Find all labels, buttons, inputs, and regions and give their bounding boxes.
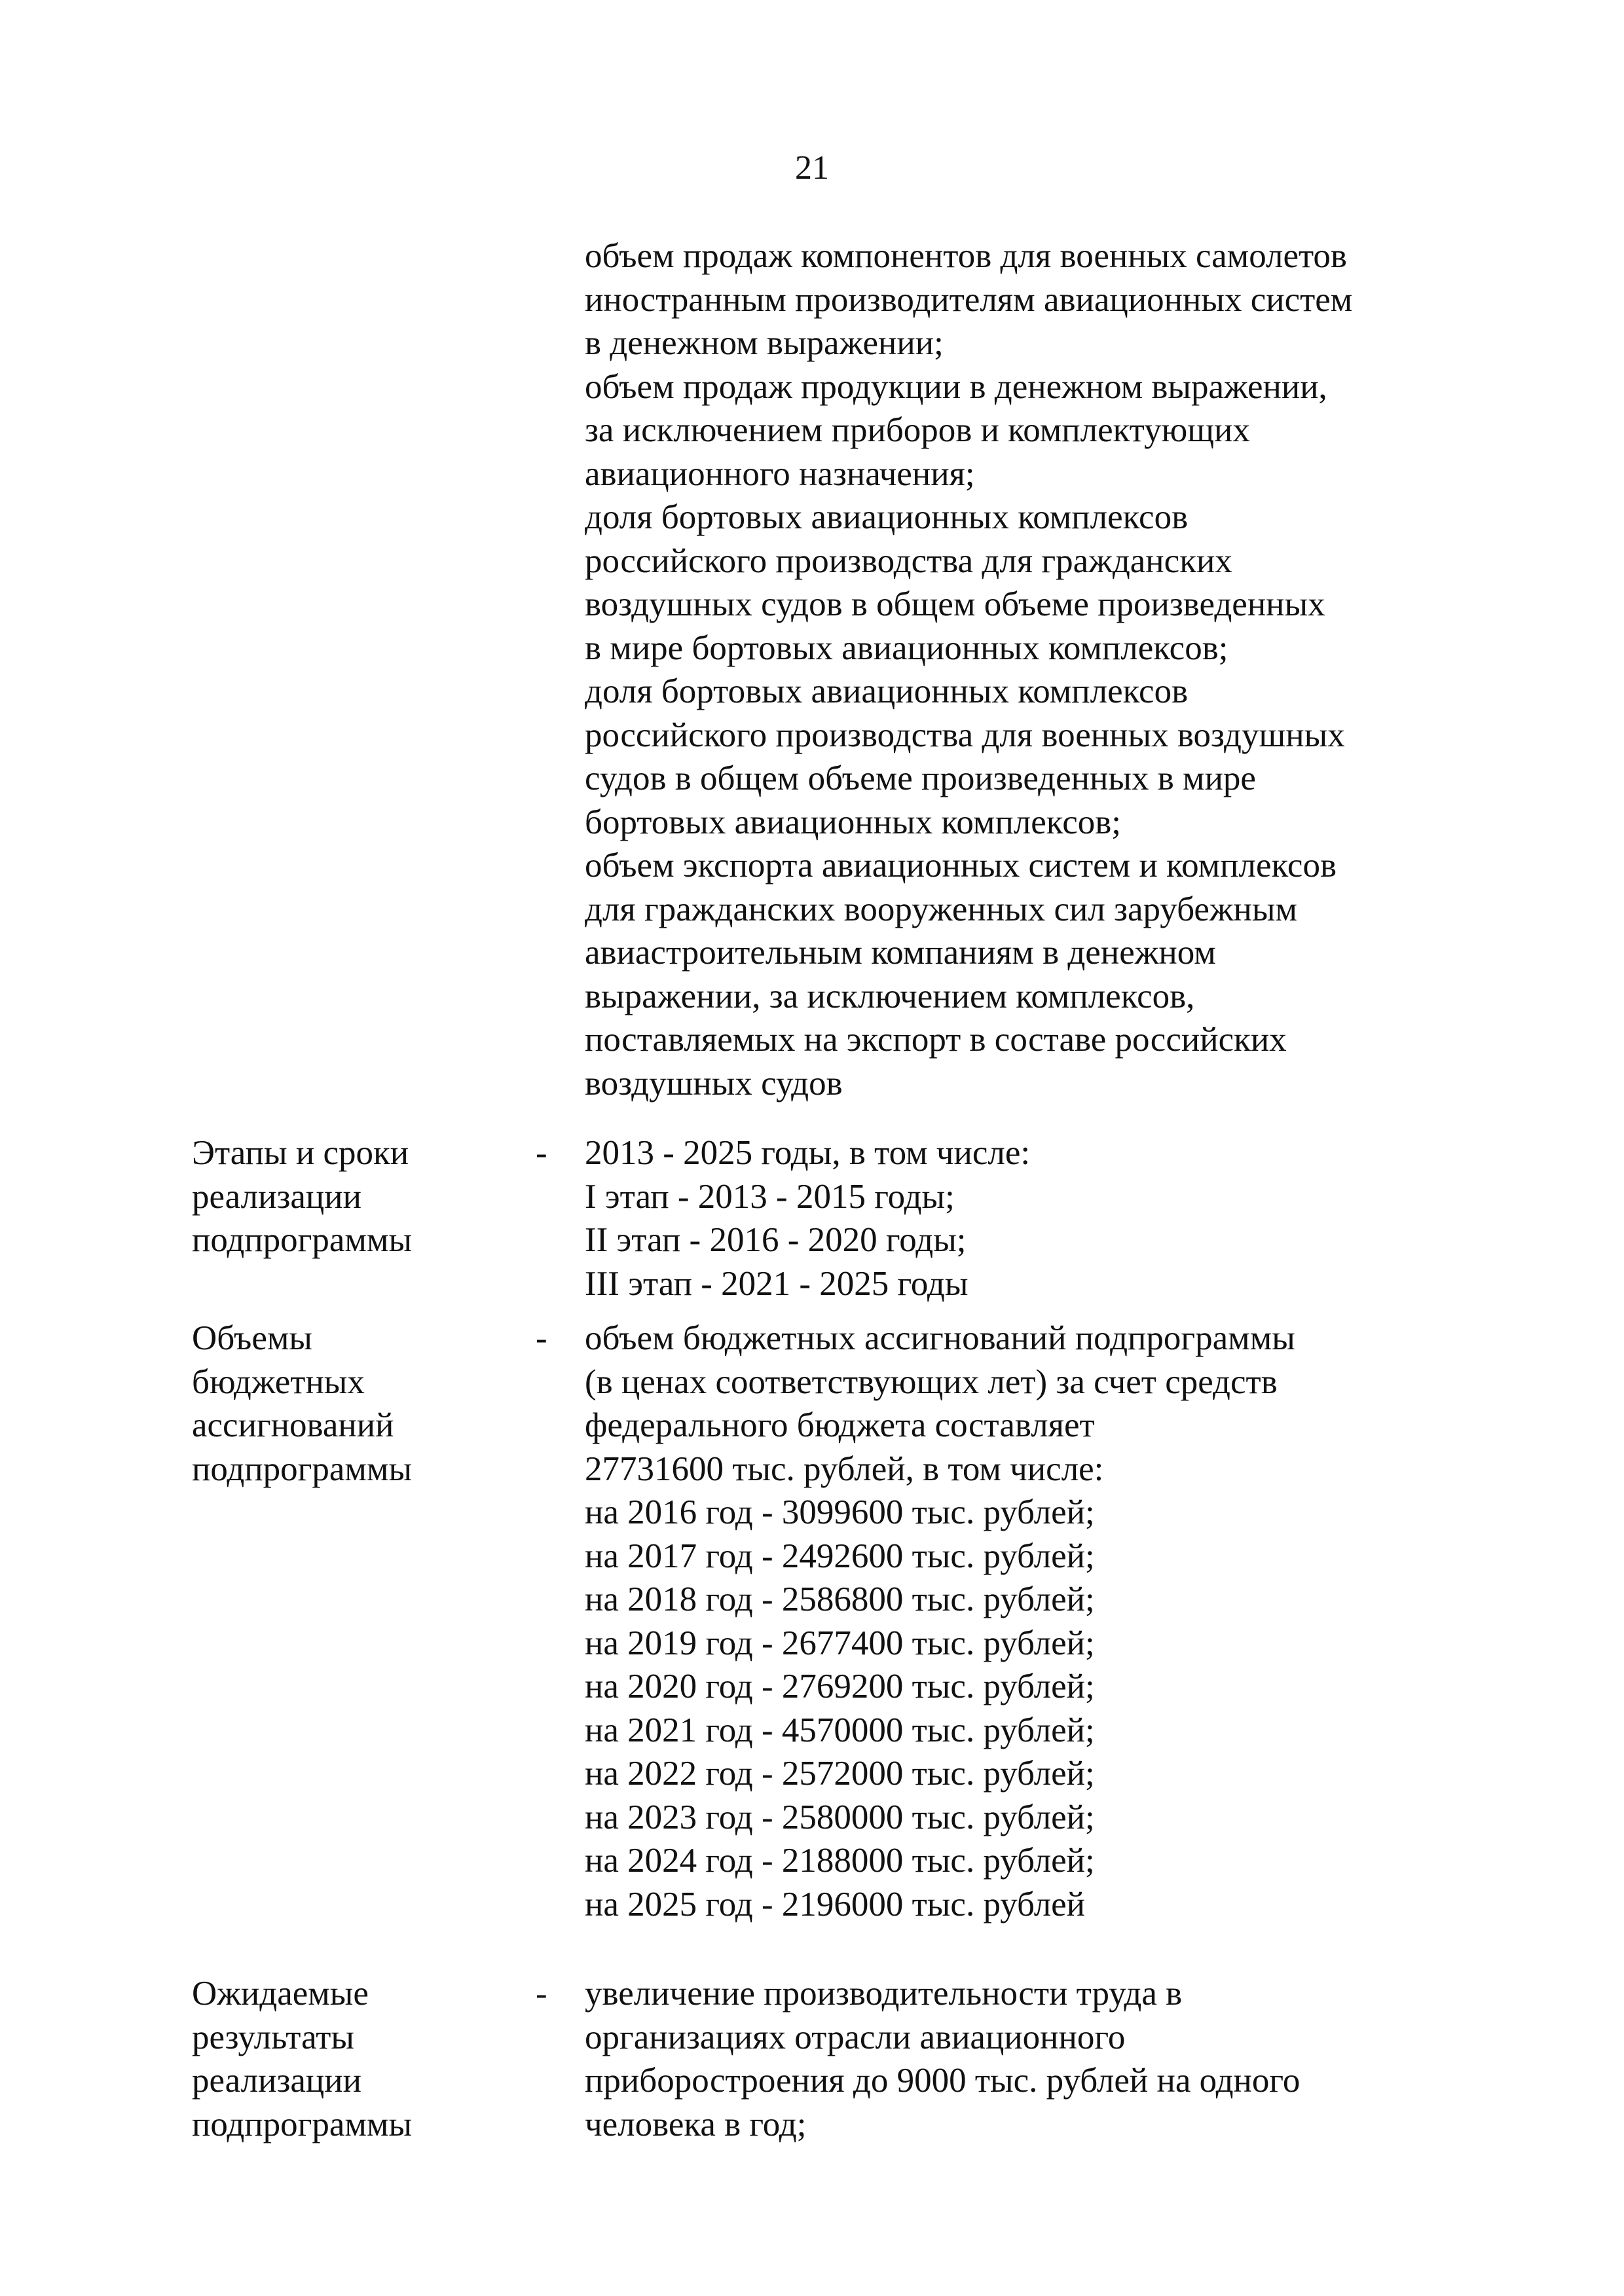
value-line: I этап - 2013 - 2015 годы; [585,1177,955,1216]
value-line: на 2016 год - 3099600 тыс. рублей; [585,1493,1095,1531]
section-dash: - [536,1319,547,1357]
text-line: российского производства для гражданских [585,541,1232,580]
text-line: в мире бортовых авиационных комплексов; [585,629,1228,667]
text-line: поставляемых на экспорт в составе российских [585,1021,1287,1059]
text-line: в денежном выражении; [585,324,944,362]
text-line: российского производства для военных воздушных [585,716,1345,754]
text-line: авиастроительным компаниям в денежном [585,934,1216,972]
text-line: выражении, за исключением комплексов, [585,977,1195,1015]
label-line: реализации [192,2062,362,2100]
value-line: приборостроения до 9000 тыс. рублей на одного [585,2062,1301,2100]
value-line: на 2025 год - 2196000 тыс. рублей [585,1885,1086,1923]
label-line: бюджетных [192,1362,365,1401]
text-line: иностранным производителям авиационных систем [585,280,1353,319]
label-line: подпрограммы [192,1449,413,1488]
section-label [192,1972,493,2146]
section-value [585,1317,1502,1926]
value-line: на 2021 год - 4570000 тыс. рублей; [585,1711,1095,1749]
value-line: 2013 - 2025 годы, в том числе: [585,1134,1031,1172]
indicators-continuation [585,234,1502,1105]
value-line: организациях отрасли авиационного [585,2018,1126,2056]
value-line: федерального бюджета составляет [585,1406,1095,1444]
text-line: судов в общем объеме произведенных в мире [585,759,1256,797]
text-line: воздушных судов в общем объеме произведенных [585,585,1325,623]
section-label [192,1317,493,1491]
section-value [585,1131,1502,1305]
value-line: на 2020 год - 2769200 тыс. рублей; [585,1667,1095,1705]
label-line: подпрограммы [192,2105,413,2143]
value-line: 27731600 тыс. рублей, в том числе: [585,1449,1104,1488]
value-line: человека в год; [585,2105,807,2143]
value-line: на 2024 год - 2188000 тыс. рублей; [585,1842,1095,1880]
value-line: (в ценах соответствующих лет) за счет средств [585,1362,1278,1401]
label-line: ассигнований [192,1406,394,1444]
text-line: доля бортовых авиационных комплексов [585,672,1189,710]
label-line: результаты [192,2018,354,2056]
label-line: Этапы и сроки [192,1134,409,1172]
value-line: на 2017 год - 2492600 тыс. рублей; [585,1537,1095,1575]
value-line: на 2023 год - 2580000 тыс. рублей; [585,1798,1095,1836]
text-line: авиационного назначения; [585,454,975,493]
section-dash: - [536,1134,547,1172]
value-line: II этап - 2016 - 2020 годы; [585,1221,967,1259]
value-line: на 2018 год - 2586800 тыс. рублей; [585,1580,1095,1618]
text-line: объем продаж продукции в денежном выражении, [585,367,1327,406]
value-line: на 2022 год - 2572000 тыс. рублей; [585,1755,1095,1793]
label-line: подпрограммы [192,1221,413,1259]
label-line: Объемы [192,1319,312,1357]
text-line: за исключением приборов и комплектующих [585,411,1250,449]
text-line: для гражданских вооруженных сил зарубежным [585,890,1298,928]
section-label [192,1131,493,1262]
value-line: на 2019 год - 2677400 тыс. рублей; [585,1624,1095,1662]
label-line: Ожидаемые [192,1975,369,2013]
section-dash: - [536,1975,547,2013]
label-line: реализации [192,1177,362,1216]
page-number: 21 [795,149,829,187]
text-line: объем продаж компонентов для военных самолетов [585,237,1347,275]
text-line: воздушных судов [585,1064,843,1102]
text-line: объем экспорта авиационных систем и комплексов [585,847,1337,884]
text-line: бортовых авиационных комплексов; [585,803,1121,841]
value-line: увеличение производительности труда в [585,1975,1183,2013]
value-line: объем бюджетных ассигнований подпрограммы [585,1319,1295,1357]
text-line: доля бортовых авиационных комплексов [585,498,1189,536]
section-value [585,1972,1502,2146]
value-line: III этап - 2021 - 2025 годы [585,1264,969,1303]
